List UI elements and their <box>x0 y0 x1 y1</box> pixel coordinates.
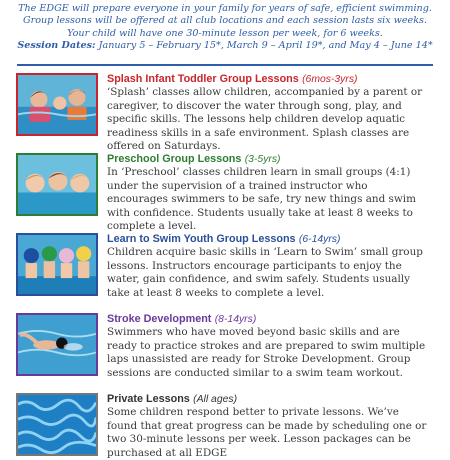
intro-line-2: Group lessons will be offered at all club locations and each session lasts six weeks. <box>22 15 428 27</box>
section-title: Private Lessons <box>107 393 190 405</box>
section-title: Splash Infant Toddler Group Lessons <box>107 73 299 85</box>
age-range: (3-5yrs) <box>244 154 281 165</box>
section-title: Learn to Swim Youth Group Lessons <box>107 233 296 245</box>
session-dates-value: January 5 – February 15*, March 9 – April 19*, and May 4 – June 14* <box>98 39 433 51</box>
section-description: Some children respond better to private lessons. We’ve found that great progress can be made by scheduling one or two 30-minute lessons per week. Lesson packages can be purchased at all EDGE <box>107 406 427 459</box>
intro-line-3: Your child will have one 30-minute lesson per week, for 6 weeks. <box>67 27 383 39</box>
age-range: (6mos-3yrs) <box>302 74 358 85</box>
section-description: ‘Splash’ classes allow children, accompanied by a parent or caregiver, to discover the water through song, play, and specific skills. The lessons help children develop aquatic readiness skills in a safe environment. Splash classes are offered on Saturdays. <box>107 86 423 153</box>
age-range: (All ages) <box>193 394 238 405</box>
learn-to-swim-photo <box>16 233 98 296</box>
preschool-photo <box>16 153 98 216</box>
section-description: Swimmers who have moved beyond basic skills and are ready to practice strokes and are prepared to swim multiple laps unassisted are ready for Stroke Development. Group sessions are conducted similar to a swim team workout. <box>107 326 426 379</box>
splash-photo <box>16 73 98 136</box>
stroke-development-photo <box>16 313 98 376</box>
private-lessons-photo <box>16 393 98 456</box>
section-title: Preschool Group Lessons <box>107 153 242 165</box>
age-range: (6-14yrs) <box>298 234 341 245</box>
age-range: (8-14yrs) <box>214 314 257 325</box>
section-description: Children acquire basic skills in ‘Learn to Swim’ small group lessons. Instructors encourage participants to enjoy the water, gain confidence, and swim safely. Students usually take at least 8 weeks to complete a level. <box>107 246 423 299</box>
intro-text <box>0 3 450 52</box>
intro-line-1: The EDGE will prepare everyone in your family for years of safe, efficient swimming. <box>18 3 432 14</box>
section-description: In ‘Preschool’ classes children learn in small groups (4:1) under the supervision of a trained instructor who encourages swimmers to be safe, try new things and swim with confidence. Students usually take at least 8 weeks to complete a level. <box>107 166 416 233</box>
divider-line <box>17 64 433 66</box>
section-title: Stroke Development <box>107 313 212 325</box>
session-dates <box>0 40 450 52</box>
session-dates-label: Session Dates: <box>17 39 96 51</box>
